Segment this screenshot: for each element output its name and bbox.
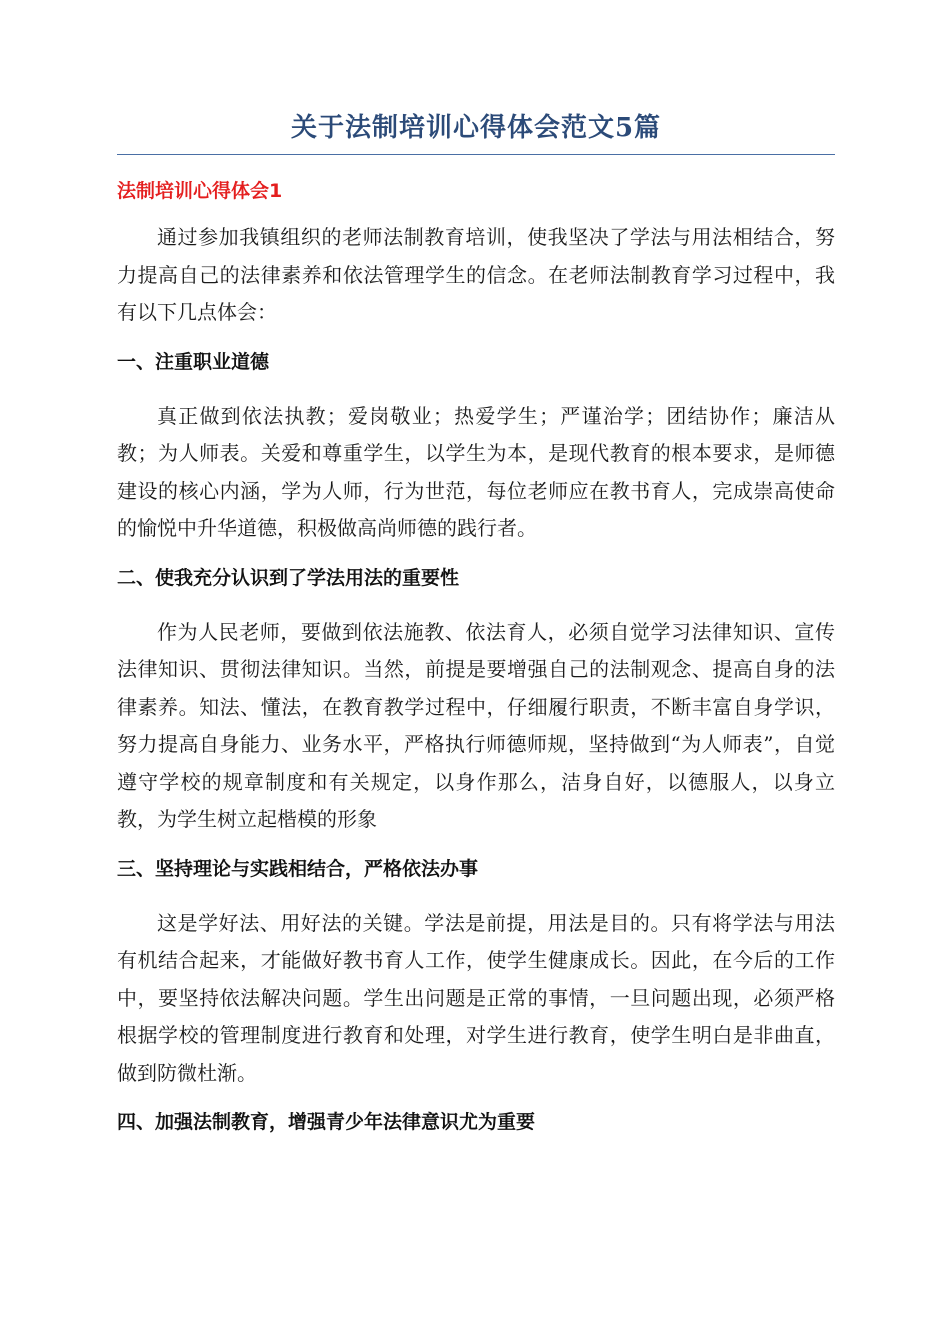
point-body-3: 这是学好法、用好法的关键。学法是前提，用法是目的。只有将学法与用法有机结合起来，才能做好教书育人工作，使学生健康成长。因此，在今后的工作中，要坚持依法解决问题。学生出问题是正常的事情，一旦问题出现，必须严格根据学校的管理制度进行教育和处理，对学生进行教育，使学生明白是非曲直，做到防微杜渐。	[117, 910, 835, 1085]
point-heading-1: 一、注重职业道德	[117, 350, 270, 373]
point-heading-4: 四、加强法制教育，增强青少年法律意识尤为重要	[117, 1111, 536, 1133]
point-body-2: 作为人民老师，要做到依法施教、依法育人，必须自觉学习法律知识、宣传法律知识、贯彻法律知识。当然，前提是要增强自己的法制观念、提高自身的法律素养。知法、懂法，在教育教学过程中，仔细履行职责，不断丰富自身学识，努力提高自身能力、业务水平，严格执行师德师规，坚持做到“为人师表”，自觉遵守学校的规章制度和有关规定，以身作那么，洁身自好，以德服人，以身立教，为学生树立起楷模的形象	[117, 619, 835, 831]
point-body-1: 真正做到依法执教；爱岗敬业；热爱学生；严谨治学；团结协作；廉洁从教；为人师表。关爱和尊重学生，以学生为本，是现代教育的根本要求，是师德建设的核心内涵，学为人师，行为世范，每位老师应在教书育人，完成崇高使命的愉悦中升华道德，积极做高尚师德的践行者。	[117, 403, 835, 540]
intro-paragraph: 通过参加我镇组织的老师法制教育培训，使我坚决了学法与用法相结合，努力提高自己的法律素养和依法管理学生的信念。在老师法制教育学习过程中，我有以下几点体会：	[117, 225, 835, 324]
point-heading-3: 三、坚持理论与实践相结合，严格依法办事	[117, 857, 479, 880]
section-title: 法制培训心得体会1	[117, 180, 283, 202]
document-page	[117, 108, 835, 1158]
point-heading-2: 二、使我充分认识到了学法用法的重要性	[117, 566, 460, 589]
title-underline	[117, 154, 835, 155]
document-title: 关于法制培训心得体会范文5篇	[290, 113, 662, 143]
